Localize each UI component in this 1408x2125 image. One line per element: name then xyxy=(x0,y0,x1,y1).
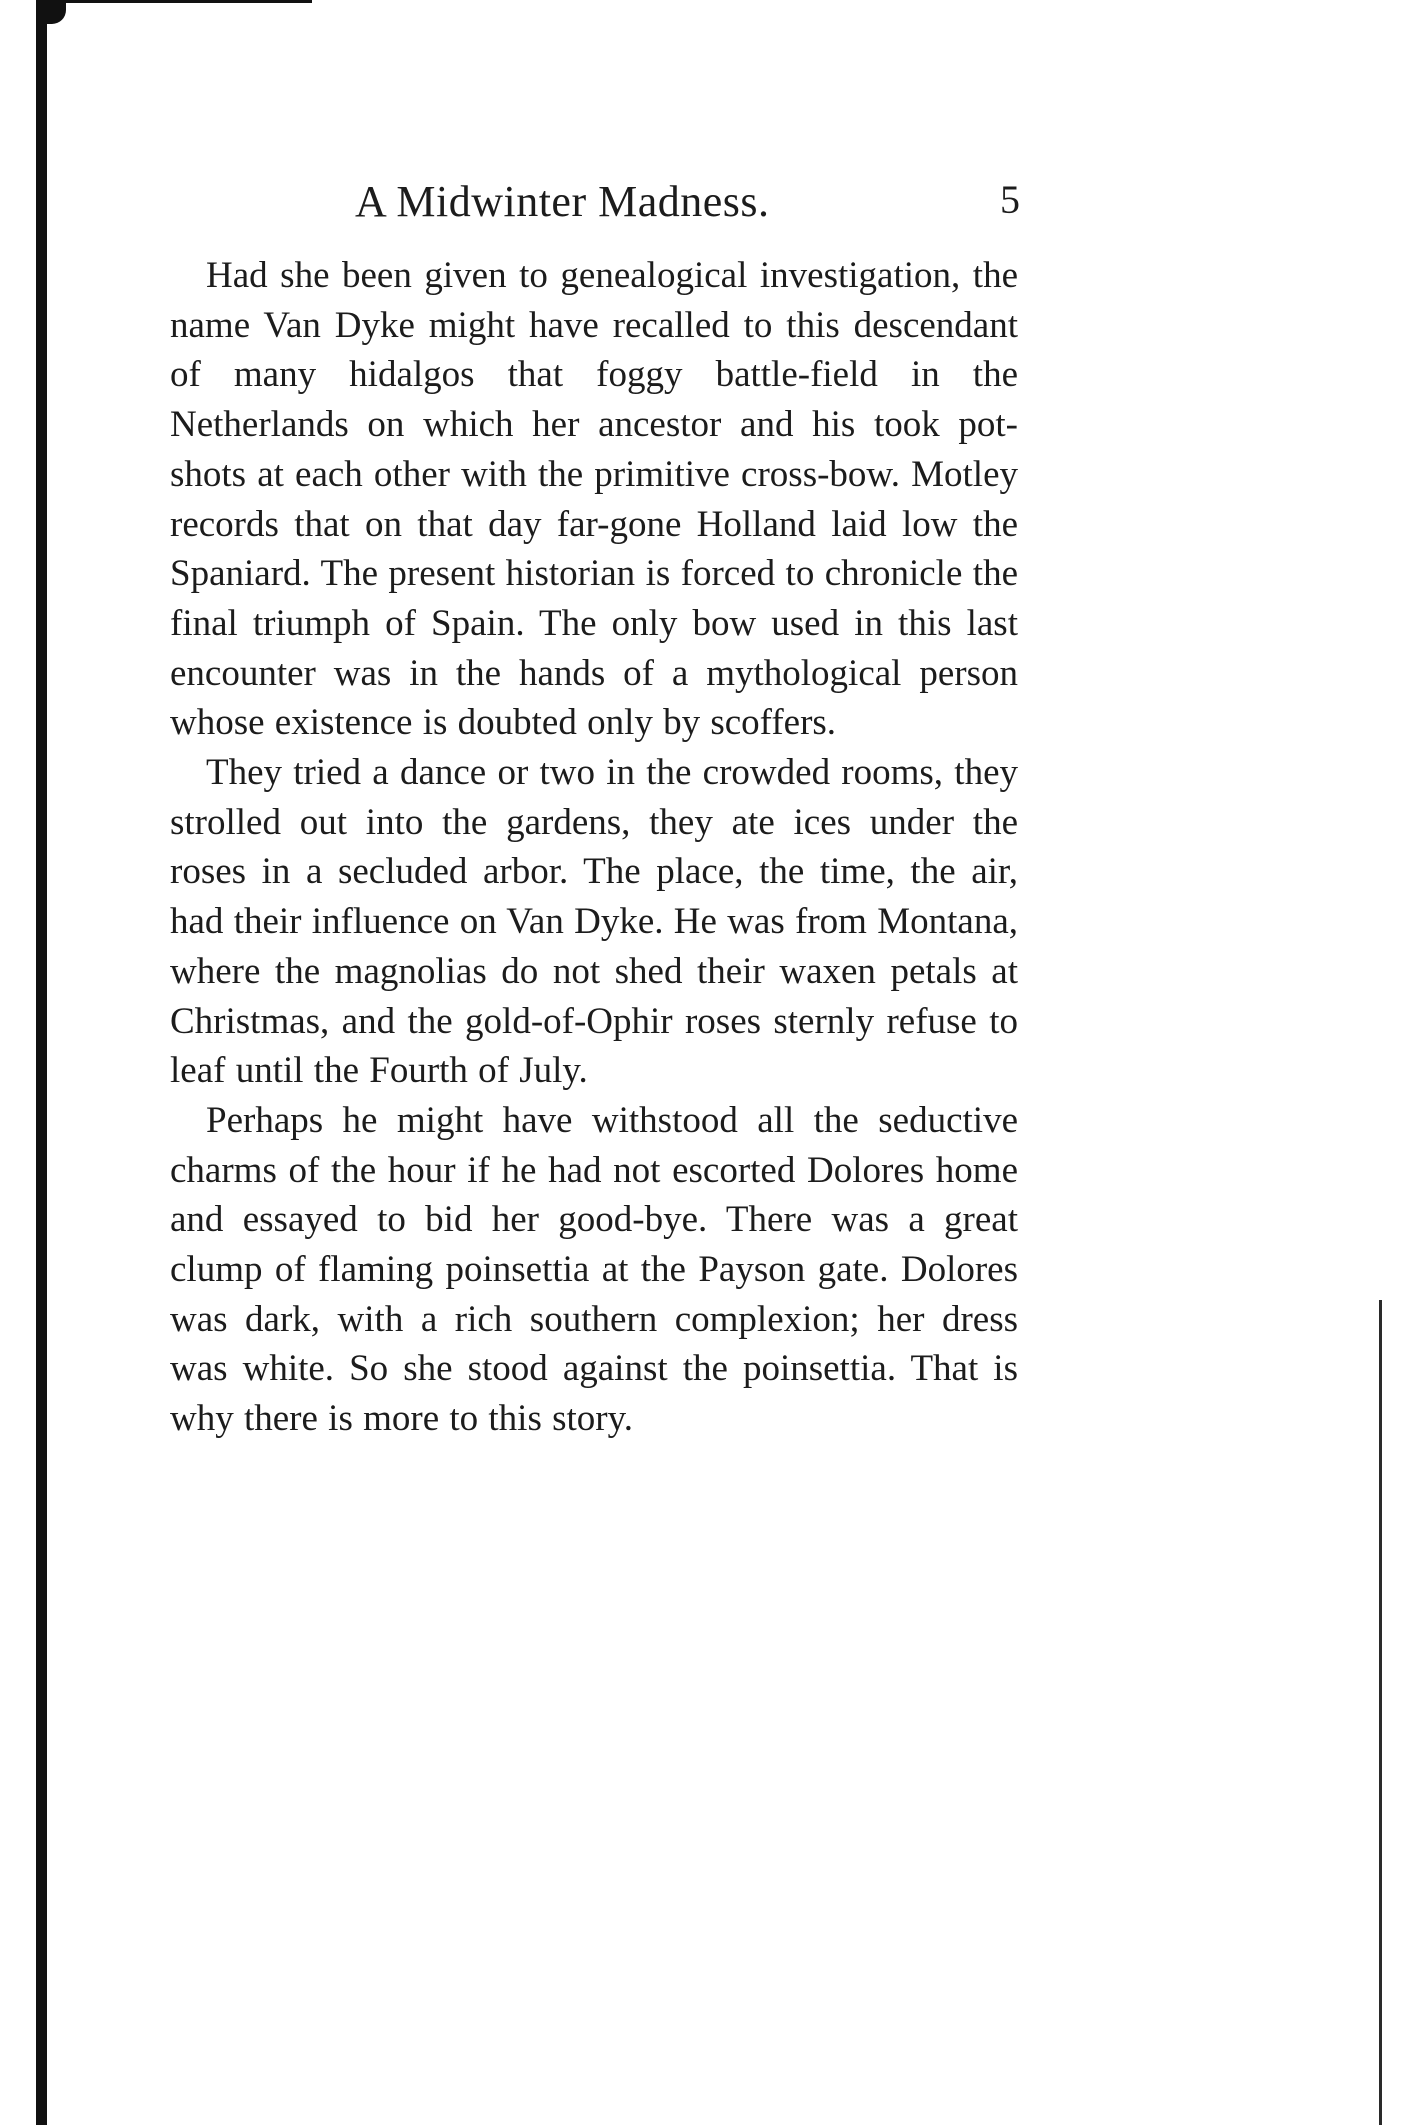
binding-edge-rule xyxy=(36,0,47,2125)
running-title: A Midwinter Madness. xyxy=(355,177,770,226)
paragraph: Had she been given to genealogical investigation, the name Van Dyke might have recalled to this descendant of many hidalgos that foggy battle-field in the Netherlands on which her ancestor and his took pot-shots at each other with the primitive cross-bow. Motley records that on that day far-gone Holland laid low the Spaniard. The present historian is forced to chronicle the final triumph of Spain. The only bow used in this last encounter was in the hands of a mythological person whose existence is doubted only by scoffers. xyxy=(170,255,1018,744)
paragraph: They tried a dance or two in the crowded rooms, they strolled out into the gardens, they ate ices under the roses in a secluded arbor. The place, the time, the air, had their influence on Van Dyke. He was from Montana, where the magnolias do not shed their waxen petals at Christmas, and the gold-of-Ophir roses sternly refuse to leaf until the Fourth of July. xyxy=(170,752,1018,1092)
page-number: 5 xyxy=(1000,177,1020,222)
paragraph: Perhaps he might have withstood all the seductive charms of the hour if he had not escorted Dolores home and essayed to bid her good-bye. There was a great clump of flaming poinsettia at the Payson gate. Dolores was dark, with a rich southern complexion; her dress was white. So she stood against the poinsettia. That is why there is more to this story. xyxy=(170,1099,1018,1440)
corner-ink-mark xyxy=(36,0,66,24)
body-text xyxy=(170,251,1018,1444)
top-edge-rule xyxy=(36,0,312,3)
right-edge-rule xyxy=(1379,1300,1382,2125)
page-header xyxy=(170,168,1030,228)
